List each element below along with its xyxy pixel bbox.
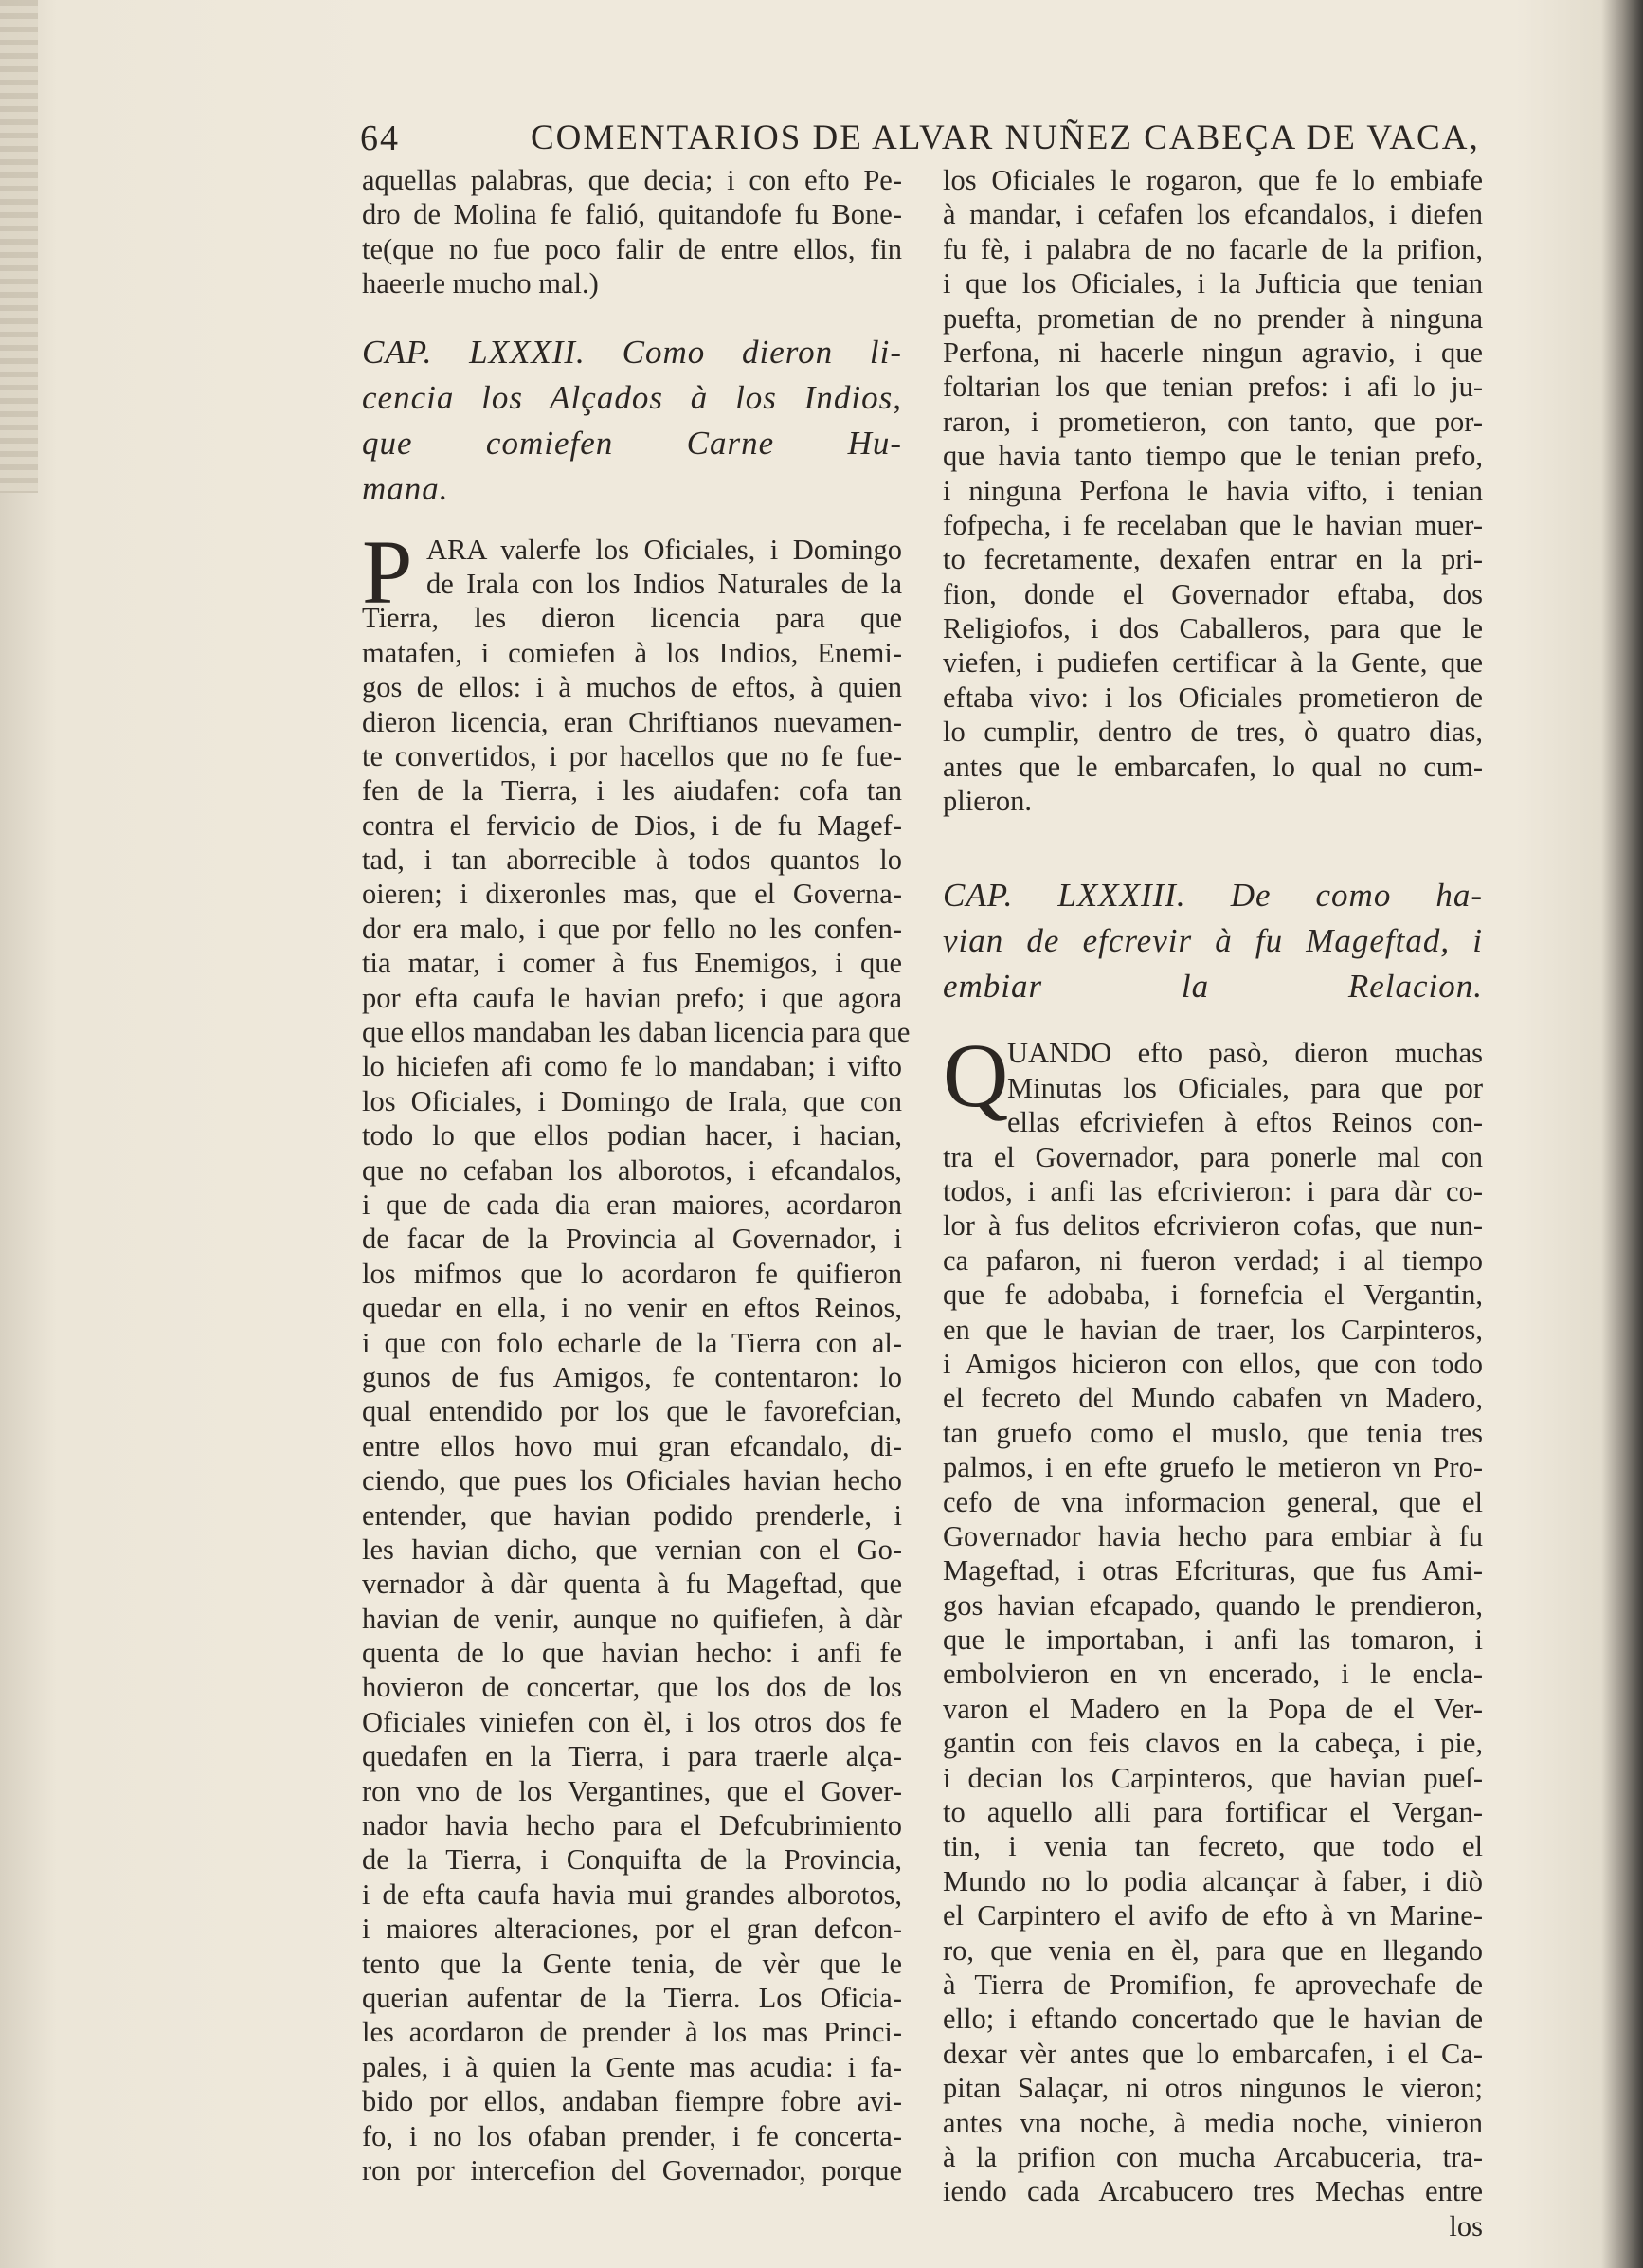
text-line: plieron. xyxy=(943,785,1033,818)
text-line: quedafen en la Tierra, i para traerle alça- xyxy=(362,1740,902,1773)
text-line: de facar de la Provincia al Governador, i xyxy=(362,1223,902,1256)
text-line: Oficiales viniefen con èl, i los otros dos fe xyxy=(362,1705,902,1738)
text-line: Mageftad, i otras Efcrituras, que fus Ami- xyxy=(943,1554,1483,1588)
text-line: ron por intercefion del Governador, porque xyxy=(362,2153,902,2186)
text-line: i de efta caufa havia mui grandes alborotos, xyxy=(362,1878,902,1911)
text-line: ellas efcriviefen à eftos Reinos con- xyxy=(1007,1106,1483,1139)
text-line: to fecretamente, dexafen entrar en la pri- xyxy=(943,543,1483,576)
text-line: que no cefaban los alborotos, i efcandalos, xyxy=(362,1153,902,1187)
text-line: tento que la Gente tenia, de vèr que le xyxy=(362,1947,902,1980)
text-line: los Oficiales le rogaron, que fe lo embiafe xyxy=(943,164,1483,196)
text-line: todo lo que ellos podian hacer, i hacian, xyxy=(362,1119,902,1152)
text-line: iendo cada Arcabucero tres Mechas entre xyxy=(943,2175,1483,2208)
text-line: tan gruefo como el muslo, que tenia tres xyxy=(943,1416,1483,1449)
running-header xyxy=(360,114,1526,171)
text-line: el Carpintero el avifo de efto à vn Marine- xyxy=(943,1899,1483,1932)
text-line: Governador havia hecho para embiar à fu xyxy=(943,1519,1483,1552)
text-line: Mundo no lo podia alcançar à faber, i diò xyxy=(943,1864,1483,1897)
text-line: fo, i no los ofaban prender, i fe concerta- xyxy=(362,2119,902,2152)
text-line: los mifmos que lo acordaron fe quifieron xyxy=(362,1257,902,1290)
text-line: antes vna noche, à media noche, vinieron xyxy=(943,2106,1483,2139)
text-line: ARA valerfe los Oficiales, i Domingo xyxy=(426,533,902,566)
text-line: matafen, i comiefen à los Indios, Enemi- xyxy=(362,636,902,669)
text-line: i decian los Carpinteros, que havian pueſ- xyxy=(943,1761,1483,1794)
text-line: vernador à dàr quenta à fu Mageftad, que xyxy=(362,1568,902,1601)
text-line: gunos de fus Amigos, fe contentaron: lo xyxy=(362,1360,902,1393)
text-line: to aquello alli para fortificar el Vergan- xyxy=(943,1796,1483,1829)
text-line: de la Tierra, i Conquifta de la Provincia, xyxy=(362,1843,902,1877)
text-line: pales, i à quien la Gente mas acudia: i fa- xyxy=(362,2050,902,2083)
text-line: que ellos mandaban les daban licencia para que xyxy=(362,1016,911,1049)
text-line: todos, i anfi las efcrivieron: i para dàr co- xyxy=(943,1174,1483,1207)
chapter-heading-line: CAP. LXXXII. Como dieron li- xyxy=(362,333,902,371)
text-line: bido por ellos, andaban fiempre fobre avi- xyxy=(362,2085,902,2118)
catchword-line xyxy=(943,2209,1483,2243)
text-line: antes que le embarcafen, lo qual no cum- xyxy=(943,750,1483,783)
text-line: lo hiciefen afi como fe lo mandaban; i vifto xyxy=(362,1050,902,1083)
chapter-heading-line: mana. xyxy=(362,469,449,507)
text-line: en que le havian de traer, los Carpinteros, xyxy=(943,1313,1483,1346)
right-column xyxy=(943,163,1483,2243)
text-line: quedar en ella, i no venir en eftos Reinos, xyxy=(362,1292,902,1325)
text-line: haeerle mucho mal.) xyxy=(362,267,599,300)
text-line: gos de ellos: i à muchos de eftos, à quien xyxy=(362,671,902,704)
text-line: gos havian efcapado, quando le prendieron, xyxy=(943,1588,1483,1622)
text-line: i que los Oficiales, i la Jufticia que tenian xyxy=(943,267,1483,300)
text-line: tia matar, i comer à fus Enemigos, i que xyxy=(362,947,902,980)
text-line: contra el fervicio de Dios, i de fu Magef- xyxy=(362,808,902,842)
paragraph-body xyxy=(943,1140,1483,2209)
text-line: aquellas palabras, que decia; i con efto Pe- xyxy=(362,164,902,196)
text-line: oieren; i dixeronles mas, que el Governa- xyxy=(362,878,902,911)
text-line: ron vno de los Vergantines, que el Gover- xyxy=(362,1774,902,1807)
text-line: lo cumplir, dentro de tres, ò quatro dias, xyxy=(943,716,1483,749)
page-number: 64 xyxy=(360,118,400,158)
chapter-heading-line: vian de efcrevir à fu Mageftad, i xyxy=(943,922,1483,960)
text-line: gantin con feis clavos en la cabeça, i pie, xyxy=(943,1727,1483,1760)
text-line: hovieron de concertar, que los dos de los xyxy=(362,1671,902,1704)
text-line: i Amigos hicieron con ellos, que con todo xyxy=(943,1347,1483,1380)
text-line: dieron licencia, eran Chriftianos nuevamen- xyxy=(362,705,902,738)
text-line: tra el Governador, para ponerle mal con xyxy=(943,1140,1483,1173)
text-line: te(que no fue poco falir de entre ellos, fin xyxy=(362,232,902,265)
text-line: les havian dicho, que vernian con el Go- xyxy=(362,1533,902,1566)
chapter-heading xyxy=(943,873,1483,1009)
text-line: nador havia hecho para el Defcubrimiento xyxy=(362,1809,902,1842)
text-line: Perfona, ni hacerle ningun agravio, i que xyxy=(943,336,1483,369)
chapter-heading-line: embiar la Relacion. xyxy=(943,968,1483,1006)
text-line: à la prifion con mucha Arcabuceria, tra- xyxy=(943,2140,1483,2173)
text-line: eftaba vivo: i los Oficiales prometieron de xyxy=(943,680,1483,714)
text-line: fion, donde el Governador eftaba, dos xyxy=(943,577,1483,610)
text-line: Religiofos, i dos Caballeros, para que le xyxy=(943,612,1483,645)
text-line: fofpecha, i fe recelaban que le havian muer- xyxy=(943,508,1483,541)
drop-cap: Q xyxy=(943,1025,1009,1127)
text-line: embolvieron en vn encerado, i le encla- xyxy=(943,1658,1483,1691)
chapter-heading xyxy=(362,330,902,512)
text-line: ca pafaron, ni fueron verdad; i al tiempo xyxy=(943,1243,1483,1277)
text-line: i maiores alteraciones, por el gran defcon- xyxy=(362,1913,902,1946)
text-line: quenta de lo que havian hecho: i anfi fe xyxy=(362,1637,902,1670)
text-line: que havia tanto tiempo que le tenian prefo, xyxy=(943,440,1483,473)
text-line: cefo de vna informacion general, que el xyxy=(943,1485,1483,1518)
text-line: entender, que havian podido prenderle, i xyxy=(362,1498,902,1532)
text-line: querian aufentar de la Tierra. Los Oficia- xyxy=(362,1981,902,2014)
text-line: ciendo, que pues los Oficiales havian hecho xyxy=(362,1464,902,1497)
text-line: i que de cada dia eran maiores, acordaron xyxy=(362,1188,902,1221)
text-line: fu fè, i palabra de no facarle de la prifion, xyxy=(943,232,1483,265)
text-line: dor era malo, i que por fello no les confen- xyxy=(362,912,902,945)
text-line: i que con folo echarle de la Tierra con al- xyxy=(362,1326,902,1359)
text-line: i ninguna Perfona le havia vifto, i tenian xyxy=(943,474,1483,507)
paragraph-body xyxy=(943,163,1483,818)
paragraph xyxy=(943,1025,1483,2243)
text-line: Minutas los Oficiales, para que por xyxy=(1007,1071,1483,1104)
text-line: les acordaron de prender à los mas Princi- xyxy=(362,2016,902,2049)
text-line: à Tierra de Promifion, fe aprovechafe de xyxy=(943,1968,1483,2001)
text-line: entre ellos hovo mui gran efcandalo, di- xyxy=(362,1429,902,1462)
text-line: te convertidos, i por hacellos que no fe fue- xyxy=(362,739,902,772)
text-line: dexar vèr antes que lo embarcafen, i el Ca- xyxy=(943,2037,1483,2070)
left-column xyxy=(362,163,911,2187)
text-line: los Oficiales, i Domingo de Irala, que con xyxy=(362,1084,902,1117)
text-line: que le importaban, i anfi las tomaron, i xyxy=(943,1624,1483,1657)
chapter-heading-line: cencia los Alçados à los Indios, xyxy=(362,378,902,416)
text-line: fen de la Tierra, i les aiudafen: cofa tan xyxy=(362,774,902,807)
text-line: qual entendido por los que le favorefcian, xyxy=(362,1395,902,1428)
text-line: el fecreto del Mundo cabafen vn Madero, xyxy=(943,1382,1483,1415)
text-line: tad, i tan aborrecible à todos quantos lo xyxy=(362,844,902,877)
catchword: los xyxy=(1449,2209,1483,2242)
text-line: por efta caufa le havian prefo; i que agora xyxy=(362,981,902,1014)
text-line: lor à fus delitos efcrivieron cofas, que nun- xyxy=(943,1209,1483,1243)
text-line: que fe adobaba, i fornefcia el Vergantin, xyxy=(943,1279,1483,1312)
chapter-heading-line: CAP. LXXXIII. De como ha- xyxy=(943,877,1483,915)
text-line: varon el Madero en la Popa de el Ver- xyxy=(943,1692,1483,1725)
text-line: Tierra, les dieron licencia para que xyxy=(362,602,902,635)
text-line: UANDO efto pasò, dieron muchas xyxy=(1007,1037,1483,1070)
text-line: de Irala con los Indios Naturales de la xyxy=(426,567,902,600)
text-line: ro, que venia en èl, para que en llegando xyxy=(943,1933,1483,1967)
text-line: palmos, i en efte gruefo le metieron vn Pro- xyxy=(943,1451,1483,1484)
running-title: COMENTARIOS DE ALVAR NUÑEZ CABEÇA DE VACA, xyxy=(531,118,1480,157)
text-line: puefta, prometian de no prender à ninguna xyxy=(943,301,1483,335)
text-line: tin, i venia tan fecreto, que todo el xyxy=(943,1830,1483,1863)
text-line: dro de Molina fe falió, quitandofe fu Bone- xyxy=(362,198,902,231)
chapter-heading-line: que comiefen Carne Hu- xyxy=(362,424,902,462)
text-line: foltarian los que tenian prefos: i afi lo ju- xyxy=(943,371,1483,404)
paragraph xyxy=(362,520,911,2188)
text-line: raron, i prometieron, con tanto, que por- xyxy=(943,405,1483,438)
drop-cap: P xyxy=(362,520,413,623)
page-edge xyxy=(0,0,38,493)
text-line: pitan Salaçar, ni otros ningunos le vieron; xyxy=(943,2072,1483,2105)
text-line: ello; i eftando concertado que le havian de xyxy=(943,2003,1483,2036)
text-line: à mandar, i cefafen los efcandalos, i diefen xyxy=(943,198,1483,231)
text-line: viefen, i pudiefen certificar à la Gente, que xyxy=(943,646,1483,680)
paragraph-body xyxy=(362,601,911,2187)
text-line: havian de venir, aunque no quifiefen, à dàr xyxy=(362,1602,902,1635)
